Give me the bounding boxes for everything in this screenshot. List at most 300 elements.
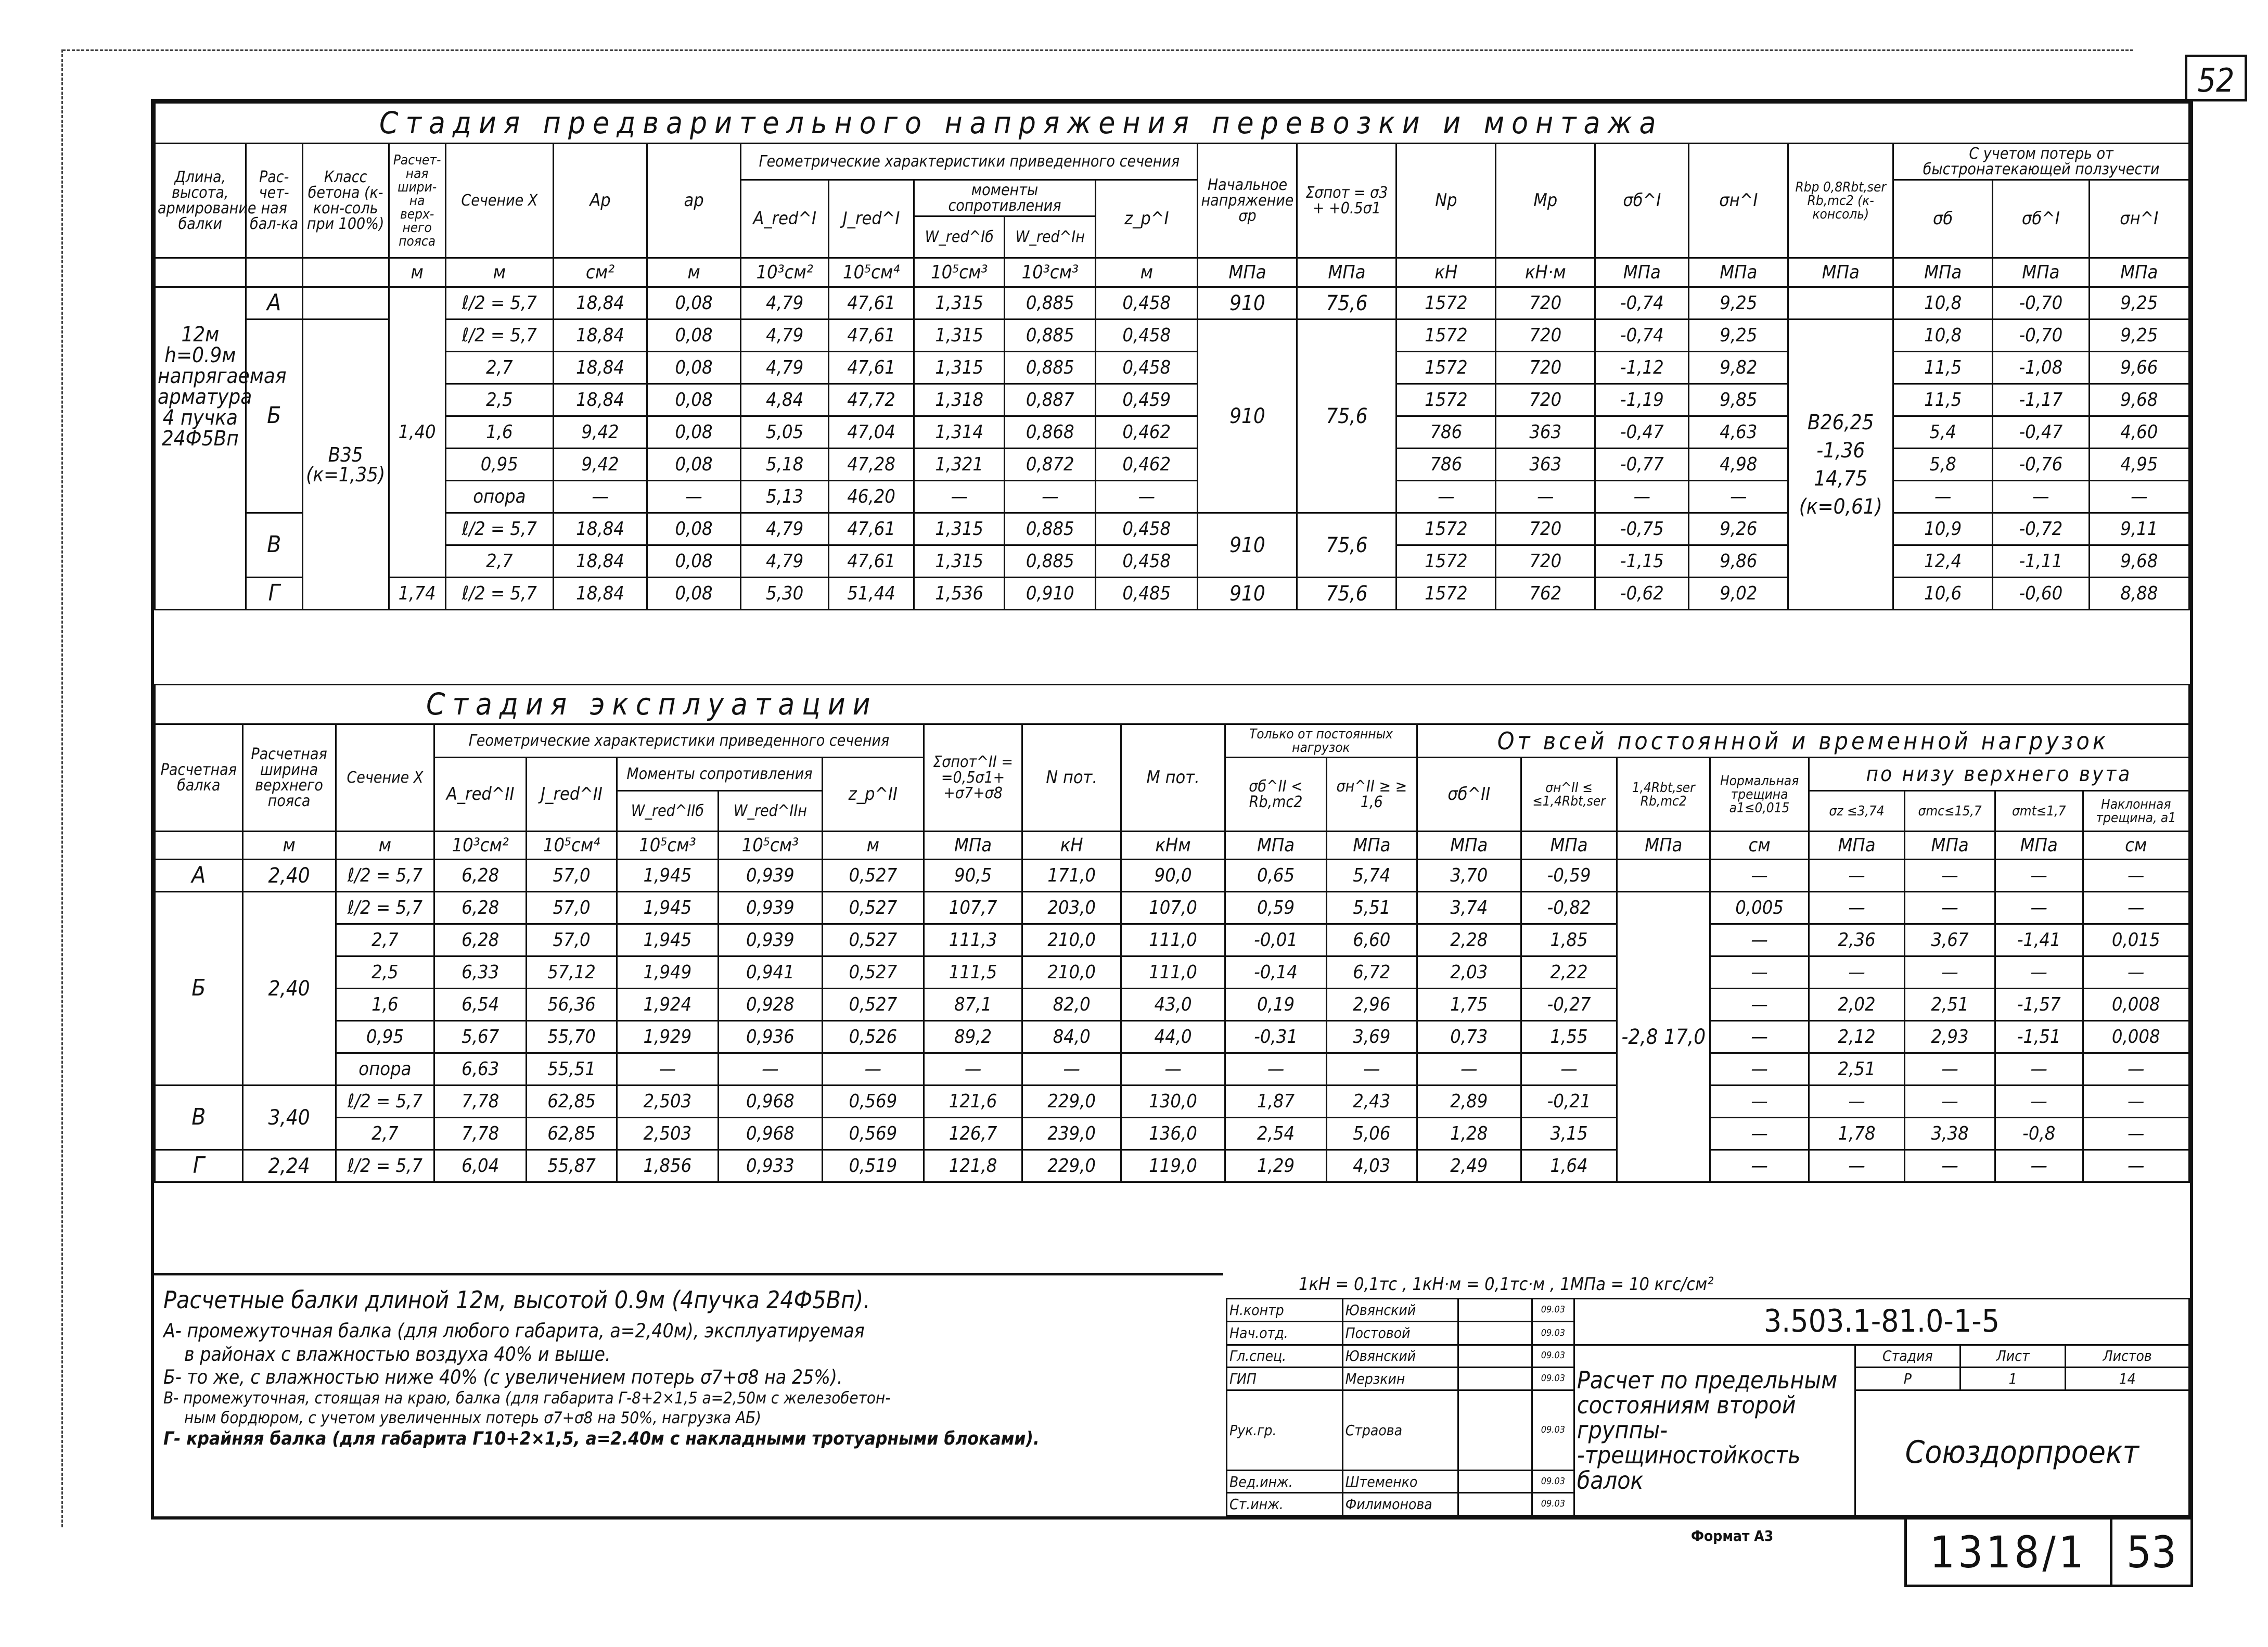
- table-cell: ℓ/2 = 5,7: [445, 578, 553, 610]
- album-code: 1318/1: [1907, 1520, 2112, 1585]
- h2-all: От всей постоянной и временной нагрузок: [1417, 724, 2189, 758]
- table-cell: 1,78: [1809, 1118, 1904, 1150]
- table-cell: 0,458: [1096, 352, 1198, 384]
- table-cell: 3,38: [1905, 1118, 1995, 1150]
- table-cell: 5,67: [434, 1021, 527, 1053]
- table-cell: —: [1809, 892, 1904, 924]
- beam-label: А: [246, 287, 302, 320]
- table-cell: 82,0: [1022, 989, 1121, 1021]
- table-cell: 1,945: [617, 860, 718, 892]
- note-line: А- промежуточная балка (для любого габарита, а=2,40м), эксплуатируемая: [163, 1320, 865, 1343]
- table-cell: —: [1225, 1053, 1327, 1086]
- table-cell: 6,54: [434, 989, 527, 1021]
- unit-cell: МПа: [1905, 832, 1995, 860]
- table-cell: 2,7: [336, 924, 434, 956]
- table-cell: [155, 258, 246, 287]
- table-cell: 9,02: [1689, 578, 1788, 610]
- table-cell: 1,945: [617, 924, 718, 956]
- table-cell: 210,0: [1022, 924, 1121, 956]
- table-cell: 0,015: [2083, 924, 2189, 956]
- table-row: [155, 1150, 2189, 1182]
- units-conversion: 1кН = 0,1тс , 1кН·м = 0,1тс·м , 1МПа = 10 кгс/см²: [1299, 1274, 1714, 1295]
- unit-cell: МПа: [1995, 832, 2083, 860]
- table-cell: -0,62: [1595, 578, 1689, 610]
- table-cell: -1,17: [1993, 384, 2090, 416]
- unit-cell: м: [389, 258, 445, 287]
- table-row: [155, 860, 2189, 892]
- h-sp: Начальное напряжение σp: [1198, 144, 1297, 258]
- unit-cell: МПа: [1689, 258, 1788, 287]
- table-cell: -0,74: [1595, 320, 1689, 352]
- stamp-name: Ювянский: [1342, 1345, 1458, 1368]
- table-cell: 57,0: [527, 860, 617, 892]
- table-cell: 910: [1198, 287, 1297, 320]
- table-row: [155, 1021, 2189, 1053]
- unit-cell: МПа: [1198, 258, 1297, 287]
- table-cell: 111,0: [1121, 956, 1225, 989]
- table-cell: 2,51: [1809, 1053, 1904, 1086]
- note-line: Г- крайняя балка (для габарита Г10+2×1,5, а=2.40м с накладными тротуарными блоками).: [163, 1428, 1040, 1449]
- table-row: [155, 1053, 2189, 1086]
- stamp-date: 09.03: [1532, 1493, 1574, 1516]
- h2-moments: Моменты сопротивления: [617, 758, 822, 791]
- cut-line-top: [62, 49, 2133, 51]
- note-line: Расчетные балки длиной 12м, высотой 0.9м (4пучка 24Ф5Вп).: [163, 1286, 870, 1314]
- table-cell: 0,458: [1096, 320, 1198, 352]
- table-cell: 6,28: [434, 860, 527, 892]
- table-cell: -0,75: [1595, 513, 1689, 545]
- table-cell: 51,44: [829, 578, 914, 610]
- table-cell: 1,924: [617, 989, 718, 1021]
- table-cell: 1,28: [1417, 1118, 1521, 1150]
- h-zp: z_p^I: [1096, 180, 1198, 258]
- table-cell: 0,968: [718, 1118, 822, 1150]
- unit-cell: МПа: [1326, 832, 1417, 860]
- table-cell: 0,458: [1096, 513, 1198, 545]
- table-cell: 1,318: [914, 384, 1005, 416]
- stamp-name: Постовой: [1342, 1322, 1458, 1345]
- h2-sumloss: Σσпот^II = =0,5σ1+ +σ7+σ8: [924, 724, 1022, 832]
- h2-Wn: W_red^IIн: [718, 791, 822, 832]
- title-block: [1226, 1298, 2190, 1516]
- h-Jred: J_red^I: [829, 180, 914, 258]
- stamp-role: Н.контр: [1227, 1299, 1343, 1322]
- table-cell: 4,79: [741, 513, 829, 545]
- h2-snall: σн^II ≤ ≤1,4Rbt,ser: [1521, 758, 1617, 832]
- table-cell: -0,77: [1595, 449, 1689, 481]
- table-cell: 720: [1496, 384, 1595, 416]
- table-cell: 6,63: [434, 1053, 527, 1086]
- sheet-value: 1: [1960, 1368, 2065, 1390]
- document-title: Расчет по предельным состояниям второй группы- -трещиностойкость балок: [1574, 1345, 1855, 1515]
- h2-N: N пот.: [1022, 724, 1121, 832]
- table-cell: 2,43: [1326, 1086, 1417, 1118]
- width-value: 3,40: [242, 1086, 336, 1150]
- h-Mp: Mp: [1496, 144, 1595, 258]
- unit-cell: м: [647, 258, 741, 287]
- table-cell: 7,78: [434, 1118, 527, 1150]
- unit-cell: 10⁵см³: [914, 258, 1005, 287]
- table-cell: -1,11: [1993, 545, 2090, 578]
- h2-M: M пот.: [1121, 724, 1225, 832]
- table-cell: 89,2: [924, 1021, 1022, 1053]
- table-cell: —: [718, 1053, 822, 1086]
- table-cell: —: [1905, 1053, 1995, 1086]
- table-cell: 2,89: [1417, 1086, 1521, 1118]
- table-cell: —: [1905, 860, 1995, 892]
- stage-value: Р: [1855, 1368, 1960, 1390]
- table-cell: 7,78: [434, 1086, 527, 1118]
- table-cell: 11,5: [1893, 352, 1993, 384]
- table-cell: 2,12: [1809, 1021, 1904, 1053]
- table-cell: 363: [1496, 416, 1595, 449]
- table-cell: 3,69: [1326, 1021, 1417, 1053]
- table-cell: 0,527: [822, 924, 924, 956]
- table-cell: —: [2089, 481, 2189, 513]
- table-cell: 1,945: [617, 892, 718, 924]
- table-cell: 0,936: [718, 1021, 822, 1053]
- table-cell: 0,885: [1005, 513, 1096, 545]
- table-cell: ℓ/2 = 5,7: [336, 1086, 434, 1118]
- r-values: -2,8 17,0: [1617, 892, 1710, 1182]
- table-cell: 9,42: [554, 416, 647, 449]
- h-section: Сечение X: [445, 144, 553, 258]
- table-cell: —: [1496, 481, 1595, 513]
- beam-label: Г: [155, 1150, 243, 1182]
- table-cell: 4,03: [1326, 1150, 1417, 1182]
- stamp-date: 09.03: [1532, 1368, 1574, 1390]
- table-cell: —: [1710, 989, 1809, 1021]
- table-cell: 9,25: [2089, 287, 2189, 320]
- table-cell: 720: [1496, 545, 1595, 578]
- concrete-class: В35 (к=1,35): [302, 320, 389, 610]
- table-cell: 0,885: [1005, 320, 1096, 352]
- table-cell: 4,63: [1689, 416, 1788, 449]
- h2-Wb: W_red^IIб: [617, 791, 718, 832]
- table-cell: 1572: [1396, 513, 1496, 545]
- table-cell: 0,968: [718, 1086, 822, 1118]
- unit-cell: МПа: [1617, 832, 1710, 860]
- h-sumloss: Σσпот = σ3 + +0.5σ1: [1297, 144, 1396, 258]
- table-cell: —: [2083, 860, 2189, 892]
- table-cell: 1,315: [914, 320, 1005, 352]
- unit-cell: МПа: [1993, 258, 2090, 287]
- sheet-label: Лист: [1960, 1345, 2065, 1368]
- table-cell: 107,7: [924, 892, 1022, 924]
- stamp-date: 09.03: [1532, 1470, 1574, 1493]
- table-cell: 2,503: [617, 1086, 718, 1118]
- table-cell: 720: [1496, 352, 1595, 384]
- h-loss: С учетом потерь от быстронатекающей ползучести: [1893, 144, 2189, 180]
- signature: [1458, 1493, 1532, 1516]
- table-cell: 90,5: [924, 860, 1022, 892]
- h-ap: ap: [647, 144, 741, 258]
- stamp-name: Ювянский: [1342, 1299, 1458, 1322]
- table-cell: 3,15: [1521, 1118, 1617, 1150]
- table-cell: 47,61: [829, 287, 914, 320]
- table-cell: 1572: [1396, 545, 1496, 578]
- table-cell: 1,29: [1225, 1150, 1327, 1182]
- table-cell: 55,70: [527, 1021, 617, 1053]
- table-cell: 9,25: [1689, 287, 1788, 320]
- table-cell: 2,503: [617, 1118, 718, 1150]
- stage1-units-row: [155, 258, 2189, 287]
- stamp-role: Нач.отд.: [1227, 1322, 1343, 1345]
- note-line: В- промежуточная, стоящая на краю, балка (для габарита Г-8+2×1,5 а=2,50м с железобетон-: [163, 1389, 891, 1408]
- table-cell: 0,08: [647, 384, 741, 416]
- stamp-name: Штеменко: [1342, 1470, 1458, 1493]
- table-cell: 47,28: [829, 449, 914, 481]
- table-cell: 107,0: [1121, 892, 1225, 924]
- beam-label: В: [246, 513, 302, 578]
- table-cell: —: [2083, 956, 2189, 989]
- unit-cell: см: [1710, 832, 1809, 860]
- table-cell: 8,88: [2089, 578, 2189, 610]
- table-cell: 1,856: [617, 1150, 718, 1182]
- note-line: в районах с влажностью воздуха 40% и выше.: [184, 1343, 611, 1365]
- table-cell: —: [1995, 1150, 2083, 1182]
- table-cell: 0,527: [822, 989, 924, 1021]
- unit-cell: кН: [1396, 258, 1496, 287]
- table-cell: 762: [1496, 578, 1595, 610]
- unit-cell: 10⁵см³: [718, 832, 822, 860]
- table-cell: —: [1396, 481, 1496, 513]
- signature: [1458, 1322, 1532, 1345]
- table-cell: 46,20: [829, 481, 914, 513]
- table-cell: -0,72: [1993, 513, 2090, 545]
- table-cell: 363: [1496, 449, 1595, 481]
- table-cell: 75,6: [1297, 287, 1396, 320]
- table-cell: ℓ/2 = 5,7: [336, 892, 434, 924]
- table-cell: ℓ/2 = 5,7: [336, 1150, 434, 1182]
- table-cell: —: [1905, 956, 1995, 989]
- table-cell: 1,75: [1417, 989, 1521, 1021]
- table-cell: 90,0: [1121, 860, 1225, 892]
- table-cell: 44,0: [1121, 1021, 1225, 1053]
- unit-cell: МПа: [1297, 258, 1396, 287]
- h2-s6all: σб^II: [1417, 758, 1521, 832]
- table-cell: 0,569: [822, 1118, 924, 1150]
- table-cell: 1,55: [1521, 1021, 1617, 1053]
- sheet-number: 53: [2126, 1526, 2177, 1578]
- sheets-label: Листов: [2066, 1345, 2189, 1368]
- table-cell: 5,74: [1326, 860, 1417, 892]
- note-line: ным бордюром, с учетом увеличенных потерь σ7+σ8 на 50%, нагрузка АБ): [184, 1408, 762, 1427]
- table-cell: 111,0: [1121, 924, 1225, 956]
- table-cell: —: [1710, 1021, 1809, 1053]
- table-cell: 47,61: [829, 320, 914, 352]
- table-cell: 786: [1396, 449, 1496, 481]
- rbp-value: В26,25 -1,36 14,75 (к=0,61): [1788, 320, 1893, 610]
- table-cell: 1,85: [1521, 924, 1617, 956]
- table-cell: 0,910: [1005, 578, 1096, 610]
- table-cell: —: [647, 481, 741, 513]
- table-cell: 3,74: [1417, 892, 1521, 924]
- table-cell: 786: [1396, 416, 1496, 449]
- unit-cell: м: [822, 832, 924, 860]
- table-row: [155, 892, 2189, 924]
- table-cell: 121,6: [924, 1086, 1022, 1118]
- h2-Jred: J_red^II: [527, 758, 617, 832]
- table-cell: 18,84: [554, 352, 647, 384]
- stamp-role: Гл.спец.: [1227, 1345, 1343, 1368]
- table-cell: 1572: [1396, 578, 1496, 610]
- table-cell: 2,5: [445, 384, 553, 416]
- table-cell: 0,95: [336, 1021, 434, 1053]
- h2-crack: Нормальная трещина a1≤0,015: [1710, 758, 1809, 832]
- table-cell: —: [2083, 1086, 2189, 1118]
- table-cell: —: [1995, 1053, 2083, 1086]
- stamp-date: 09.03: [1532, 1390, 1574, 1470]
- table-row: [155, 320, 2189, 352]
- table-cell: 0,941: [718, 956, 822, 989]
- stage2-table: [154, 684, 2190, 1183]
- h2-c1: σz ≤3,74: [1809, 791, 1904, 832]
- h2-Ared: A_red^II: [434, 758, 527, 832]
- table-cell: 2,36: [1809, 924, 1904, 956]
- table-cell: 0,939: [718, 892, 822, 924]
- table-cell: 119,0: [1121, 1150, 1225, 1182]
- signature: [1458, 1390, 1532, 1470]
- table-cell: —: [1995, 956, 2083, 989]
- table-cell: 1,949: [617, 956, 718, 989]
- h2-s6II: σб^II < Rb,mc2: [1225, 758, 1327, 832]
- table-cell: 0,872: [1005, 449, 1096, 481]
- table-cell: 87,1: [924, 989, 1022, 1021]
- table-cell: —: [822, 1053, 924, 1086]
- unit-cell: см: [2083, 832, 2189, 860]
- unit-cell: МПа: [1521, 832, 1617, 860]
- table-cell: 57,0: [527, 892, 617, 924]
- table-cell: 0,939: [718, 924, 822, 956]
- table-cell: 0,459: [1096, 384, 1198, 416]
- table-cell: 0,933: [718, 1150, 822, 1182]
- table-cell: -0,27: [1521, 989, 1617, 1021]
- h-s6b: σб^I: [1993, 180, 2090, 258]
- table-cell: 0,462: [1096, 449, 1198, 481]
- unit-cell: м: [1096, 258, 1198, 287]
- table-cell: 4,79: [741, 352, 829, 384]
- table-cell: —: [1710, 1053, 1809, 1086]
- table-cell: —: [2083, 1118, 2189, 1150]
- table-cell: 126,7: [924, 1118, 1022, 1150]
- table-cell: —: [914, 481, 1005, 513]
- width-value: 2,24: [242, 1150, 336, 1182]
- table-cell: 5,13: [741, 481, 829, 513]
- table-cell: 239,0: [1022, 1118, 1121, 1150]
- table-cell: —: [1710, 956, 1809, 989]
- table-cell: 3,67: [1905, 924, 1995, 956]
- table-cell: 4,84: [741, 384, 829, 416]
- h2-c3: σmt≤1,7: [1995, 791, 2083, 832]
- table-cell: 5,05: [741, 416, 829, 449]
- table-cell: 2,51: [1905, 989, 1995, 1021]
- stage-label: Стадия: [1855, 1345, 1960, 1368]
- table-cell: 6,72: [1326, 956, 1417, 989]
- unit-cell: МПа: [2089, 258, 2189, 287]
- h-concrete: Класс бетона (к-кон-соль при 100%): [302, 144, 389, 258]
- unit-cell: м: [336, 832, 434, 860]
- table-cell: 1,315: [914, 545, 1005, 578]
- table-cell: -0,8: [1995, 1118, 2083, 1150]
- signature: [1458, 1299, 1532, 1322]
- table-cell: —: [1689, 481, 1788, 513]
- table-cell: —: [617, 1053, 718, 1086]
- table-row: [155, 1086, 2189, 1118]
- table-cell: 0,95: [445, 449, 553, 481]
- table-cell: 47,04: [829, 416, 914, 449]
- table-cell: ℓ/2 = 5,7: [336, 860, 434, 892]
- table-cell: -1,08: [1993, 352, 2090, 384]
- table-cell: 0,569: [822, 1086, 924, 1118]
- table-cell: 1572: [1396, 384, 1496, 416]
- table-cell: —: [924, 1053, 1022, 1086]
- table-cell: —: [1710, 1086, 1809, 1118]
- table-row: [155, 989, 2189, 1021]
- unit-cell: м: [242, 832, 336, 860]
- table-cell: 0,008: [2083, 989, 2189, 1021]
- table-cell: 9,42: [554, 449, 647, 481]
- width-value: 2,40: [242, 860, 336, 892]
- table-cell: 1,321: [914, 449, 1005, 481]
- unit-cell: кНм: [1121, 832, 1225, 860]
- table-cell: 0,885: [1005, 352, 1096, 384]
- r-empty: [1617, 860, 1710, 892]
- unit-cell: см²: [554, 258, 647, 287]
- table-cell: 9,26: [1689, 513, 1788, 545]
- table-cell: —: [2083, 1150, 2189, 1182]
- table-cell: —: [1995, 892, 2083, 924]
- table-cell: опора: [445, 481, 553, 513]
- stamp-name: Филимонова: [1342, 1493, 1458, 1516]
- table-cell: 18,84: [554, 578, 647, 610]
- unit-cell: 10⁵см⁴: [527, 832, 617, 860]
- stage1-title: Стадия предварительного напряжения перевозки и монтажа: [155, 103, 2189, 144]
- table-cell: 0,526: [822, 1021, 924, 1053]
- table-cell: 720: [1496, 287, 1595, 320]
- signature: [1458, 1368, 1532, 1390]
- unit-cell: 10³см²: [741, 258, 829, 287]
- table-cell: 1,536: [914, 578, 1005, 610]
- table-cell: 203,0: [1022, 892, 1121, 924]
- table-cell: 2,7: [445, 352, 553, 384]
- table-cell: 9,85: [1689, 384, 1788, 416]
- h2-zp: z_p^II: [822, 758, 924, 832]
- table-cell: —: [1326, 1053, 1417, 1086]
- table-cell: 1572: [1396, 320, 1496, 352]
- table-cell: 18,84: [554, 545, 647, 578]
- document-code: 3.503.1-81.0-1-5: [1574, 1299, 2189, 1345]
- stage1-table: [154, 102, 2190, 610]
- h2-c4: Наклонная трещина, a1: [2083, 791, 2189, 832]
- table-cell: 0,59: [1225, 892, 1327, 924]
- table-cell: -0,82: [1521, 892, 1617, 924]
- table-cell: 18,84: [554, 513, 647, 545]
- table-row: [155, 1118, 2189, 1150]
- table-cell: -0,14: [1225, 956, 1327, 989]
- table-cell: 2,22: [1521, 956, 1617, 989]
- table-cell: 0,458: [1096, 545, 1198, 578]
- table-cell: 2,49: [1417, 1150, 1521, 1182]
- table-cell: 6,33: [434, 956, 527, 989]
- table-cell: 210,0: [1022, 956, 1121, 989]
- table-cell: 6,60: [1326, 924, 1417, 956]
- table-row: [155, 924, 2189, 956]
- table-cell: 18,84: [554, 384, 647, 416]
- table-cell: 1,6: [445, 416, 553, 449]
- table-cell: 55,87: [527, 1150, 617, 1182]
- unit-cell: МПа: [1809, 832, 1904, 860]
